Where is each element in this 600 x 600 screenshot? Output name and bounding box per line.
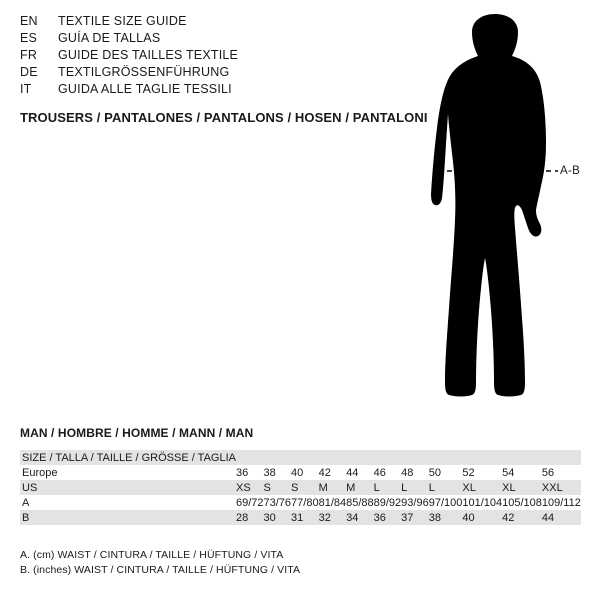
cell: 56 [541,466,555,479]
cell: 34 [346,511,359,524]
cell [264,450,292,465]
cell: 101/104 [462,496,503,509]
measurement-label-ab: A-B [560,165,581,177]
category-title: TROUSERS / PANTALONES / PANTALONS / HOSEN / PANTALONI [20,110,428,125]
cell: 50 [428,466,441,479]
cell: 31 [291,511,304,524]
language-code: DE [20,65,38,79]
cell: 54 [502,466,515,479]
language-row [20,31,380,48]
table-row [20,450,581,465]
language-title: GUIDE DES TAILLES TEXTILE [58,48,239,62]
cell: 30 [263,511,276,524]
cell: 52 [462,466,475,479]
cell [291,450,319,465]
cell: 73/76 [263,496,292,509]
table-row [20,510,581,525]
cell [319,450,347,465]
cell: 46 [373,466,386,479]
language-code: ES [20,31,38,45]
language-code: FR [20,48,38,62]
cell [346,450,374,465]
language-code: IT [20,82,32,96]
cell: XL [462,481,476,494]
language-title: GUÍA DE TALLAS [58,31,161,45]
row-label: US [22,481,38,494]
cell: 37 [401,511,414,524]
language-row [20,82,380,99]
language-title: TEXTILE SIZE GUIDE [58,14,187,28]
cell [236,450,264,465]
language-title-list [20,14,380,99]
language-code: EN [20,14,38,28]
table-row [20,465,581,480]
footnote-a: A. (cm) WAIST / CINTURA / TAILLE / HÜFTUNG / VITA [20,549,284,561]
cell: M [346,481,356,494]
cell: S [263,481,271,494]
cell: 28 [235,511,249,524]
cell [462,450,502,465]
cell: L [373,481,380,494]
cell: 38 [428,511,441,524]
footnote-b: B. (inches) WAIST / CINTURA / TAILLE / HÜFTUNG / VITA [20,564,301,576]
cell: XS [235,481,251,494]
cell: M [318,481,328,494]
language-row [20,14,380,31]
language-title: GUIDA ALLE TAGLIE TESSILI [58,82,232,96]
cell: 42 [318,466,331,479]
row-label: SIZE / TALLA / TAILLE / GRÖSSE / TAGLIA [22,451,236,464]
language-title: TEXTILGRÖSSENFÜHRUNG [58,65,230,79]
cell [502,450,542,465]
cell: 97/100 [428,496,463,509]
table-row [20,495,581,510]
language-row [20,48,380,65]
figure-illustration [400,10,590,410]
cell: XXL [541,481,563,494]
cell: 81/84 [318,496,347,509]
cell: 42 [502,511,515,524]
row-label: Europe [22,466,58,479]
cell: 85/88 [346,496,374,509]
row-label: A [22,496,30,509]
cell: 109/112 [541,496,581,509]
cell: 48 [401,466,414,479]
cell: 44 [541,511,555,524]
table-row [20,480,581,495]
cell: S [291,481,299,494]
size-table [20,450,581,525]
footnotes [20,548,300,578]
cell [401,450,429,465]
cell: 89/92 [373,496,402,509]
cell: 40 [291,466,304,479]
cell: 93/96 [401,496,429,509]
cell [542,450,581,465]
cell: 32 [318,511,331,524]
cell: 69/72 [235,496,264,509]
cell: 40 [462,511,475,524]
cell [429,450,463,465]
cell: 105/108 [502,496,542,509]
language-row [20,65,380,82]
cell: 38 [263,466,276,479]
cell: L [401,481,408,494]
man-silhouette-icon [400,10,590,410]
cell: 36 [235,466,249,479]
section-title-man: MAN / HOMBRE / HOMME / MANN / MAN [20,426,254,440]
cell: XL [502,481,516,494]
cell: L [428,481,435,494]
cell [374,450,402,465]
cell: 44 [346,466,359,479]
cell: 36 [373,511,386,524]
row-label: B [22,511,30,524]
cell: 77/80 [291,496,319,509]
